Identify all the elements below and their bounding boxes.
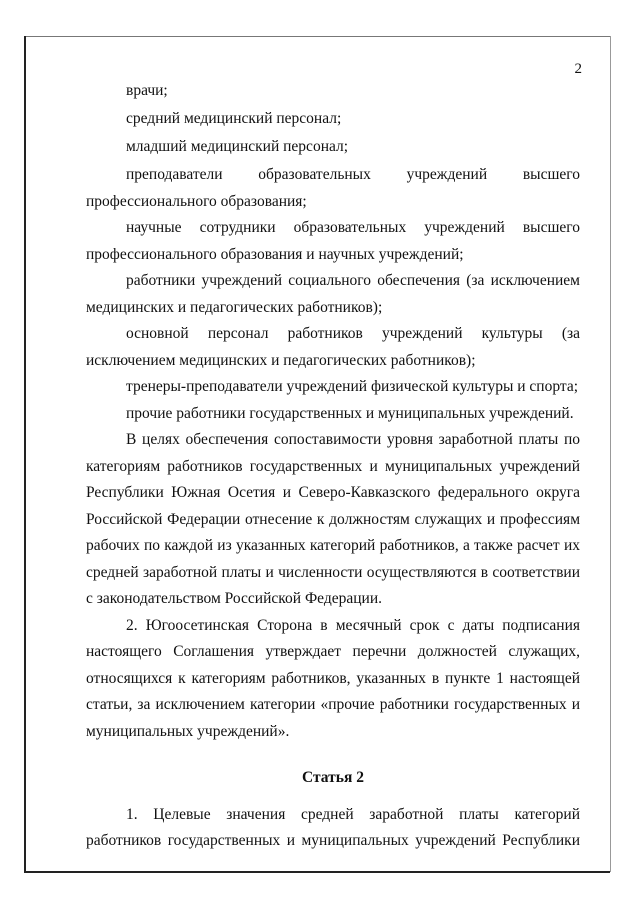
frame-bottom-edge	[24, 871, 610, 873]
paragraph-5: научные сотрудники образовательных учреждений высшего профессионального образования и научных учреждений;	[86, 219, 580, 263]
article-heading: Статья 2	[302, 769, 364, 786]
paragraph-4: преподаватели образовательных учреждений высшего профессионального образования;	[86, 166, 580, 210]
frame-left-edge	[24, 36, 26, 872]
paragraph-9: прочие работники государственных и муниципальных учреждений.	[126, 404, 574, 422]
frame-top-edge	[24, 36, 610, 37]
paragraph-6: работники учреждений социального обеспечения (за исключением медицинских и педагогических работников);	[86, 272, 580, 316]
paragraph-3: младший медицинский персонал;	[126, 138, 349, 155]
paragraph-7: основной персонал работников учреждений культуры (за исключением медицинских и педагогических работников);	[86, 325, 580, 369]
frame-right-edge	[610, 36, 611, 872]
paragraph-10: В целях обеспечения сопоставимости уровня заработной платы по категориям работников государственных и муниципальных учреждений Республики Южная Осетия и Северо-Кавказского федерального округа Российской Федерации отнесение к должностям служащих и профессиям рабочих по каждой из указанных категорий работников, а также расчет их средней заработной платы и численности осуществляются в соответствии с законодательством Российской Федерации.	[86, 431, 580, 607]
paragraph-11: 2. Югоосетинская Сторона в месячный срок с даты подписания настоящего Соглашения утверждает перечни должностей служащих, относящихся к категориям работников, указанных в пункте 1 настоящей статьи, за исключением категории «прочие работники государственных и муниципальных учреждений».	[86, 616, 580, 740]
paragraph-12: 1. Целевые значения средней заработной платы категорий работников государственных и муниципальных учреждений Республики	[86, 805, 580, 849]
page-number: 2	[574, 61, 582, 77]
paragraph-8: тренеры-преподаватели учреждений физической культуры и спорта;	[126, 378, 579, 395]
document-body	[86, 78, 580, 855]
paragraph-2: средний медицинский персонал;	[126, 110, 342, 127]
paragraph-1: врачи;	[126, 82, 168, 99]
